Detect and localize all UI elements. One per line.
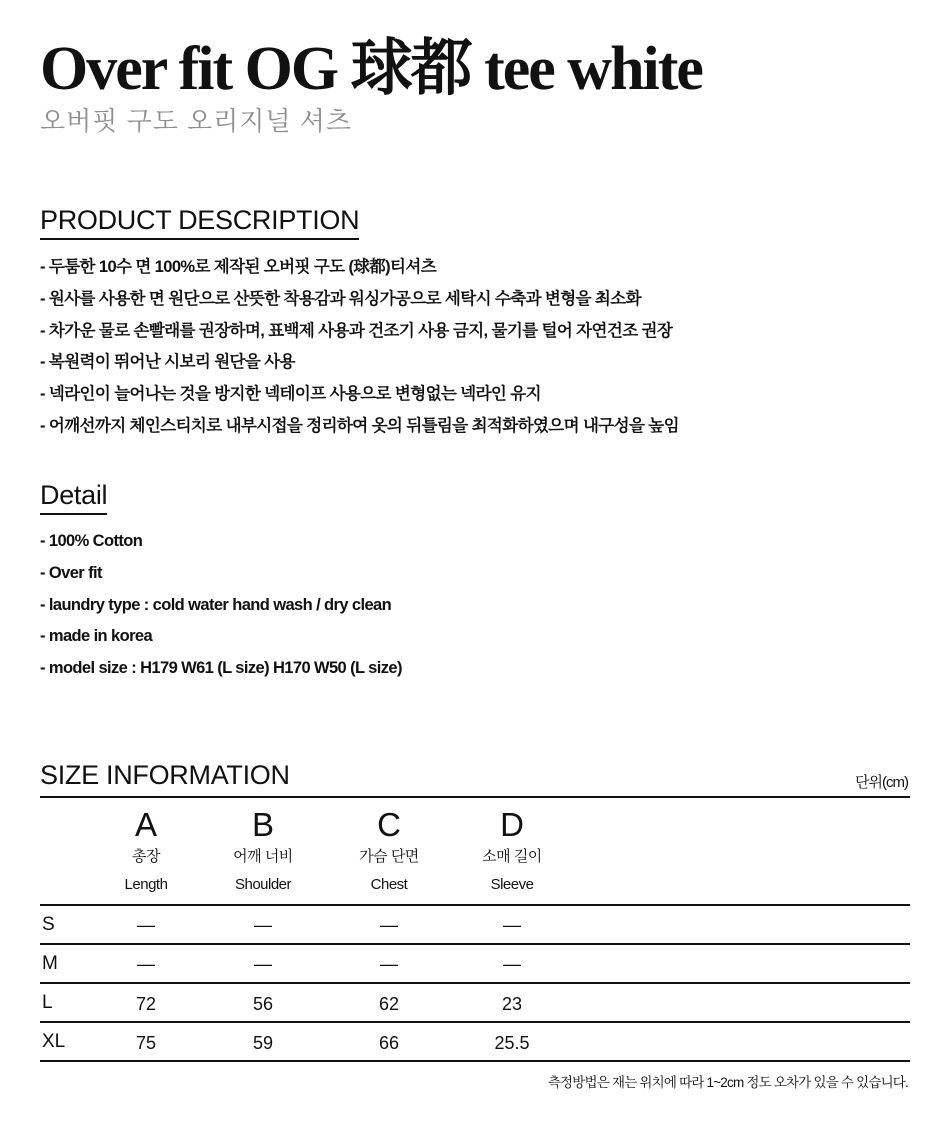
row-size-label: L: [42, 992, 53, 1013]
detail-heading: Detail: [40, 478, 107, 515]
description-item: - 넥라인이 늘어나는 것을 방지한 넥테이프 사용으로 변형없는 넥라인 유지: [40, 385, 541, 404]
table-cell: 75: [135, 1033, 157, 1053]
table-cell: 23: [501, 994, 523, 1014]
measurement-note: 측정방법은 재는 위치에 따라 1~2cm 정도 오차가 있을 수 있습니다.: [547, 1075, 908, 1090]
table-cell: 25.5: [494, 1033, 530, 1053]
row-size-label: XL: [42, 1031, 66, 1052]
detail-list: [40, 526, 402, 685]
product-description-list: [40, 252, 679, 443]
unit-label: 단위(cm): [855, 774, 908, 791]
column-letter: C: [377, 806, 401, 843]
table-cell: —: [380, 915, 398, 935]
table-rule: [40, 1021, 910, 1023]
column-label-en: Length: [124, 876, 168, 893]
table-rule: [40, 982, 910, 984]
detail-item: - 100% Cotton: [40, 532, 143, 550]
table-cell: —: [380, 954, 398, 974]
table-cell: 66: [378, 1033, 400, 1053]
column-label-ko: 소매 길이: [482, 848, 542, 865]
column-letter: A: [134, 806, 157, 843]
column-letter: B: [251, 806, 274, 843]
product-description-heading: PRODUCT DESCRIPTION: [40, 203, 359, 240]
table-cell: —: [503, 915, 521, 935]
table-top-rule: [40, 796, 910, 798]
row-size-label: S: [42, 914, 55, 935]
table-cell: 56: [252, 994, 274, 1014]
column-label-ko: 총장: [132, 848, 160, 865]
column-label-ko: 가슴 단면: [359, 848, 419, 865]
table-bottom-rule: [40, 1060, 910, 1062]
table-cell: 62: [378, 994, 400, 1014]
product-title: Over fit OG 球都 tee white: [40, 35, 702, 103]
table-cell: —: [137, 954, 155, 974]
description-item: - 두툼한 10수 면 100%로 제작된 오버핏 구도 (球都)티셔츠: [40, 258, 437, 276]
table-cell: 59: [252, 1033, 274, 1053]
product-subtitle: 오버핏 구도 오리지널 셔츠: [40, 106, 352, 136]
table-cell: —: [254, 915, 272, 935]
detail-item: - Over fit: [40, 563, 102, 582]
row-size-label: M: [42, 953, 58, 974]
column-label-en: Shoulder: [234, 876, 292, 893]
detail-item: - made in korea: [40, 627, 153, 646]
table-cell: —: [137, 915, 155, 935]
column-label-ko: 어깨 너비: [233, 848, 293, 865]
table-cell: 72: [135, 994, 157, 1014]
table-cell: —: [254, 954, 272, 974]
table-rule: [40, 943, 910, 945]
detail-item: - model size : H179 W61 (L size) H170 W50 (L size): [40, 659, 402, 678]
description-item: - 차가운 물로 손빨래를 권장하며, 표백제 사용과 건조기 사용 금지, 물기를 털어 자연건조 권장: [40, 321, 673, 340]
column-letter: D: [500, 806, 524, 843]
description-item: - 복원력이 뛰어난 시보리 원단을 사용: [40, 353, 295, 372]
size-information-heading: SIZE INFORMATION: [40, 760, 290, 790]
description-item: - 어깨선까지 체인스티치로 내부시접을 정리하여 옷의 뒤틀림을 최적화하였으며 내구성을 높임: [40, 416, 679, 435]
description-item: - 원사를 사용한 면 원단으로 산뜻한 착용감과 워싱가공으로 세탁시 수축과 변형을 최소화: [40, 289, 641, 308]
detail-item: - laundry type : cold water hand wash / dry clean: [40, 595, 392, 614]
column-label-en: Sleeve: [490, 876, 534, 893]
column-label-en: Chest: [370, 876, 408, 893]
table-cell: —: [503, 954, 521, 974]
table-rule: [40, 904, 910, 906]
